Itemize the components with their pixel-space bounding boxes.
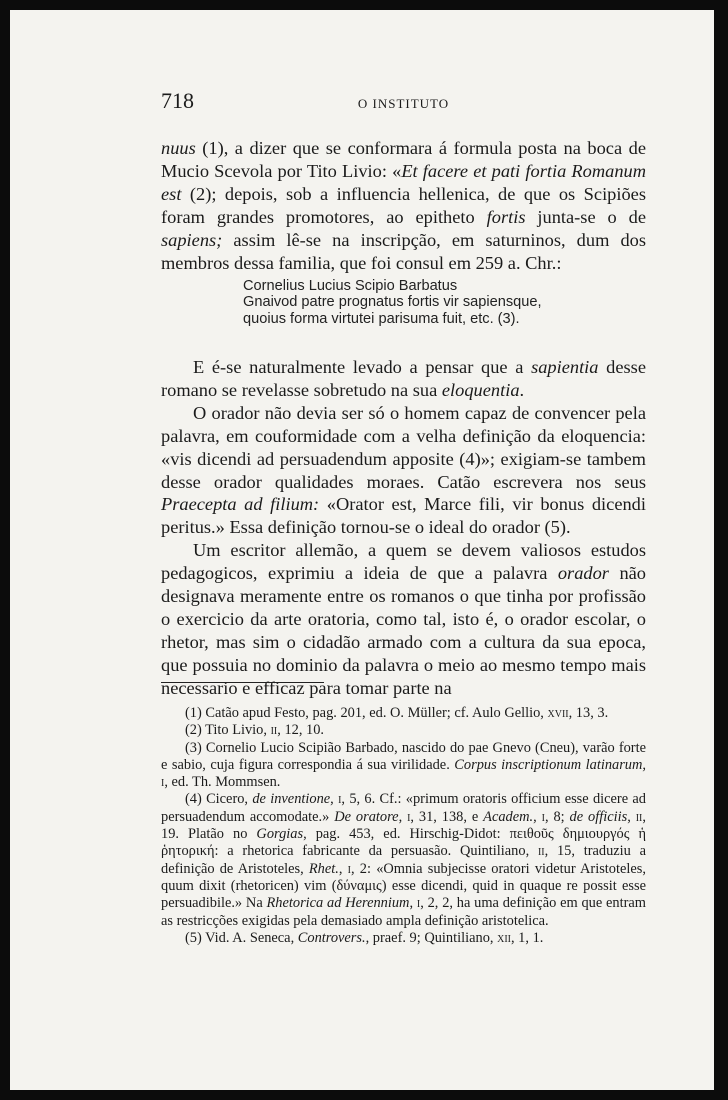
text-run: Rhetorica ad Herennium xyxy=(266,895,410,912)
text-run: , 8; xyxy=(544,808,570,825)
paragraph-4 xyxy=(161,539,646,699)
text-run: , praef. 9; Quintiliano, xyxy=(365,929,498,946)
text-run: , 12, 10. xyxy=(277,722,325,739)
text-run: sapiens; xyxy=(161,229,223,250)
text-run: ii xyxy=(537,843,545,860)
text-run: , pag. 453, ed. Hirschig-Didot: πειθοῦς δημιουργός ἡ ῥητορική: a rhetorica fabricante da persuasão. Quintiliano, xyxy=(161,826,646,860)
text-run: eloquentia xyxy=(441,379,520,400)
footnote-2 xyxy=(161,722,646,739)
text-run: i xyxy=(416,895,421,912)
text-run: fortis xyxy=(486,206,526,227)
text-run: Corpus inscriptionum latinarum, xyxy=(454,756,646,773)
text-run: , 5, 6. Cf.: «primum oratoris officium esse dicere ad persuadendum accomodate.» xyxy=(161,791,646,825)
text-run: , xyxy=(398,808,408,825)
text-run: Et facere et pati fortia Romanum est xyxy=(161,160,646,204)
footnotes xyxy=(161,705,646,947)
text-run: , 31, 138, e xyxy=(410,808,484,825)
quote-line-3: quoius forma virtutei parisuma fuit, etc. (3). xyxy=(243,310,520,327)
text-run: junta-se o de xyxy=(525,206,646,227)
text-run: sapientia xyxy=(531,357,599,377)
text-run: i xyxy=(541,808,545,825)
text-run: , xyxy=(338,860,348,877)
text-run: i xyxy=(161,774,165,791)
text-run: , 13, 3. xyxy=(568,705,609,721)
text-run: , xyxy=(409,895,417,912)
paragraph-1 xyxy=(161,137,646,274)
quote-line-1: Cornelius Lucius Scipio Barbatus xyxy=(243,278,458,294)
paragraph-2 xyxy=(161,356,646,402)
text-run: , xyxy=(627,808,636,825)
text-run: (5) Vid. A. Seneca, xyxy=(185,929,298,946)
text-run: , 2, 2, ha uma definição em que entram as restricções exigidas pela demasiado ampla definição aristotelica. xyxy=(161,895,646,929)
text-run: i xyxy=(347,860,351,877)
text-run: (2) Tito Livio, xyxy=(185,722,271,739)
main-text-continued xyxy=(161,356,646,700)
footnote-1 xyxy=(161,705,646,722)
paragraph-3 xyxy=(161,402,646,539)
text-run: , xyxy=(330,791,339,808)
text-run: . xyxy=(519,379,525,400)
text-run: Academ. xyxy=(483,808,534,825)
inscription-quote xyxy=(243,278,643,327)
text-run: (2); depois, sob a influencia hellenica, de que os Scipiões foram grandes promotores, ao epitheto xyxy=(161,183,646,227)
text-run: xvii xyxy=(547,705,569,721)
text-run: (3) Cornelio Lucio Scipião Barbado, nascido do pae Gnevo (Cneu), varão forte e sabio, cuja figura correspondia á sua virilidade. xyxy=(161,739,646,773)
running-title: O INSTITUTO xyxy=(357,96,450,111)
text-run: assim lê-se na inscripção, em saturninos, dum dos membros dessa familia, que foi consul em 259 a. Chr.: xyxy=(161,229,646,273)
text-run: i xyxy=(407,808,411,825)
page-header xyxy=(161,88,646,118)
footnote-5 xyxy=(161,930,646,947)
footnote-divider xyxy=(161,682,324,683)
text-run: nuus xyxy=(161,138,196,158)
text-run: Controvers. xyxy=(297,929,366,946)
book-page xyxy=(10,10,714,1090)
quote-line-2: Gnaivod patre prognatus fortis vir sapiensque, xyxy=(243,294,542,311)
text-run: , 19. Platão no xyxy=(161,808,646,843)
text-run: , xyxy=(533,808,542,825)
text-run: O orador não devia ser só o homem capaz de convencer pela palavra, em couformidade com a velha definição da eloquencia: «vis dicendi ad persuadendum apposite (4)»; exigiam-se tambem desse orador qualidades moraes. Catão escrevera nos seus xyxy=(161,402,646,492)
text-run: «Orator est, Marce fili, vir bonus dicendi peritus.» Essa definição tornou-se o ideal do orador (5). xyxy=(161,494,646,538)
text-run: ii xyxy=(270,722,278,739)
text-run: i xyxy=(338,791,342,808)
text-run: não designava meramente entre os romanos o que tinha por profissão o exercicio da arte oratoria, como tal, isto é, o orador escolar, o rhetor, mas sim o cidadão armado com a cultura da sua epoca, que possuia no dominio da palavra o meio ao mesmo tempo mais necessario e efficaz para tomar parte na xyxy=(161,563,647,698)
text-run: de officiis xyxy=(569,808,628,825)
text-run: E é-se naturalmente levado a pensar que a xyxy=(193,357,532,377)
text-run: Gorgias xyxy=(256,826,304,843)
text-run: orador xyxy=(557,563,609,584)
text-run: , 1, 1. xyxy=(510,929,544,946)
text-run: (1), a dizer que se conformara á formula posta na boca de Mucio Scevola por Tito Livio: « xyxy=(161,138,646,181)
text-run: desse romano se revelasse sobretudo na sua xyxy=(161,357,646,400)
footnote-4 xyxy=(161,791,646,929)
text-run: ii xyxy=(635,808,643,825)
text-run: Praecepta ad filium: xyxy=(161,494,320,515)
text-run: Rhet. xyxy=(308,860,339,877)
footnote-3 xyxy=(161,740,646,792)
paragraph-1-text xyxy=(161,137,646,274)
text-run: (4) Cicero, xyxy=(185,791,253,808)
text-run: De oratore xyxy=(334,808,399,825)
text-run: xii xyxy=(497,929,511,946)
text-run: , 15, traduziu a definição de Aristoteles, xyxy=(161,843,647,877)
text-run: de inventione xyxy=(252,791,331,808)
text-run: (1) Catão apud Festo, pag. 201, ed. O. Müller; cf. Aulo Gellio, xyxy=(185,705,548,721)
text-run: , 2: «Omnia subjecisse oratori videtur Aristoteles, quum dixit (rhetoricen) vim (δύναμις) esse dicendi, quid in quaque re possit esse persuadibile.» Na xyxy=(161,860,646,912)
text-run: Um escritor allemão, a quem se devem valiosos estudos pedagogicos, exprimiu a ideia de que a palavra xyxy=(161,540,646,584)
text-run: , ed. Th. Mommsen. xyxy=(164,774,281,791)
page-number: 718 xyxy=(161,88,194,113)
